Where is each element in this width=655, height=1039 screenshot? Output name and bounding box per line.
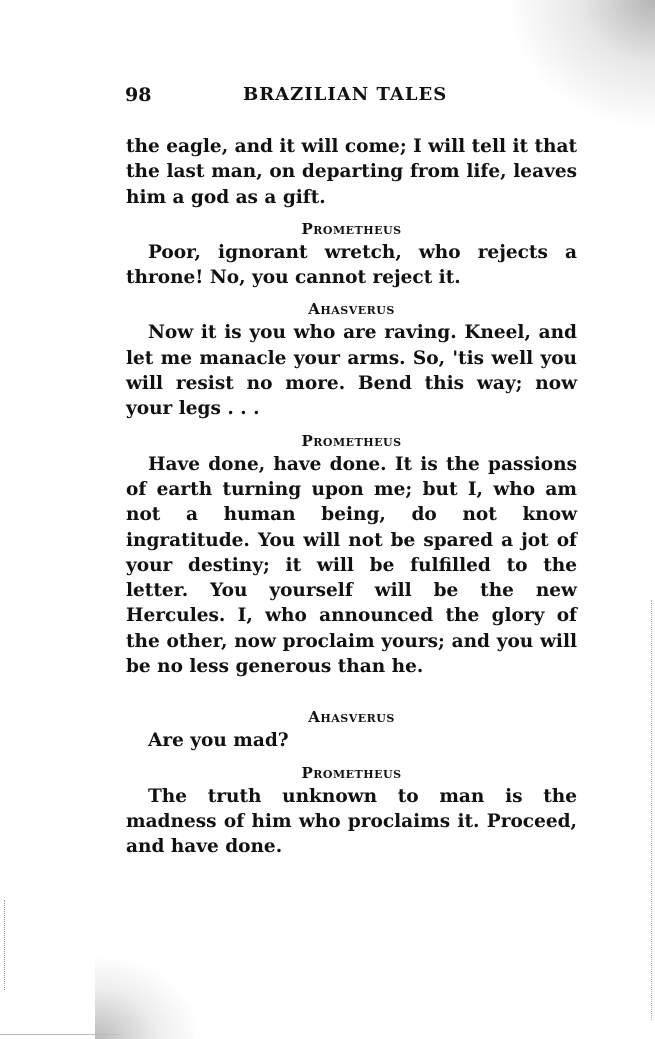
- speaker-name: Ahasverus: [308, 300, 395, 319]
- scan-shadow-top-right: [505, 0, 655, 130]
- paragraph: Are you mad?: [148, 730, 289, 752]
- speaker-name: Ahasverus: [308, 708, 395, 727]
- page-number: 98: [125, 84, 152, 106]
- running-title: BRAZILIAN TALES: [243, 84, 448, 105]
- scan-edge-left: [4, 900, 7, 990]
- scan-line-bottom: [0, 1034, 120, 1035]
- speaker-name: Prometheus: [301, 219, 402, 238]
- page-body: [126, 134, 577, 860]
- scan-edge-right: [650, 600, 652, 1020]
- paragraph: Now it is you who are raving. Kneel, and let me manacle your arms. So, 'tis well you will resist no more. Bend this way; now your legs . . .: [126, 322, 577, 420]
- page-header: [125, 84, 580, 108]
- speaker-name: Prometheus: [301, 763, 402, 782]
- speaker-name: Prometheus: [301, 431, 402, 450]
- paragraph: The truth unknown to man is the madness of him who proclaims it. Proceed, and have done.: [126, 785, 577, 858]
- paragraph: Poor, ignorant wretch, who rejects a throne! No, you cannot reject it.: [126, 241, 577, 289]
- paragraph: Have done, have done. It is the passions of earth turning upon me; but I, who am not a human being, do not know ingratitude. You will not be spared a jot of your destiny; it will be fulfilled to the letter. You yourself will be the new Hercules. I, who announced the glory of the other, now proclaim yours; and you will be no less generous than he.: [126, 453, 577, 678]
- paragraph: the eagle, and it will come; I will tell it that the last man, on departing from life, leaves him a god as a gift.: [126, 136, 577, 208]
- scan-shadow-bottom-left: [95, 959, 195, 1039]
